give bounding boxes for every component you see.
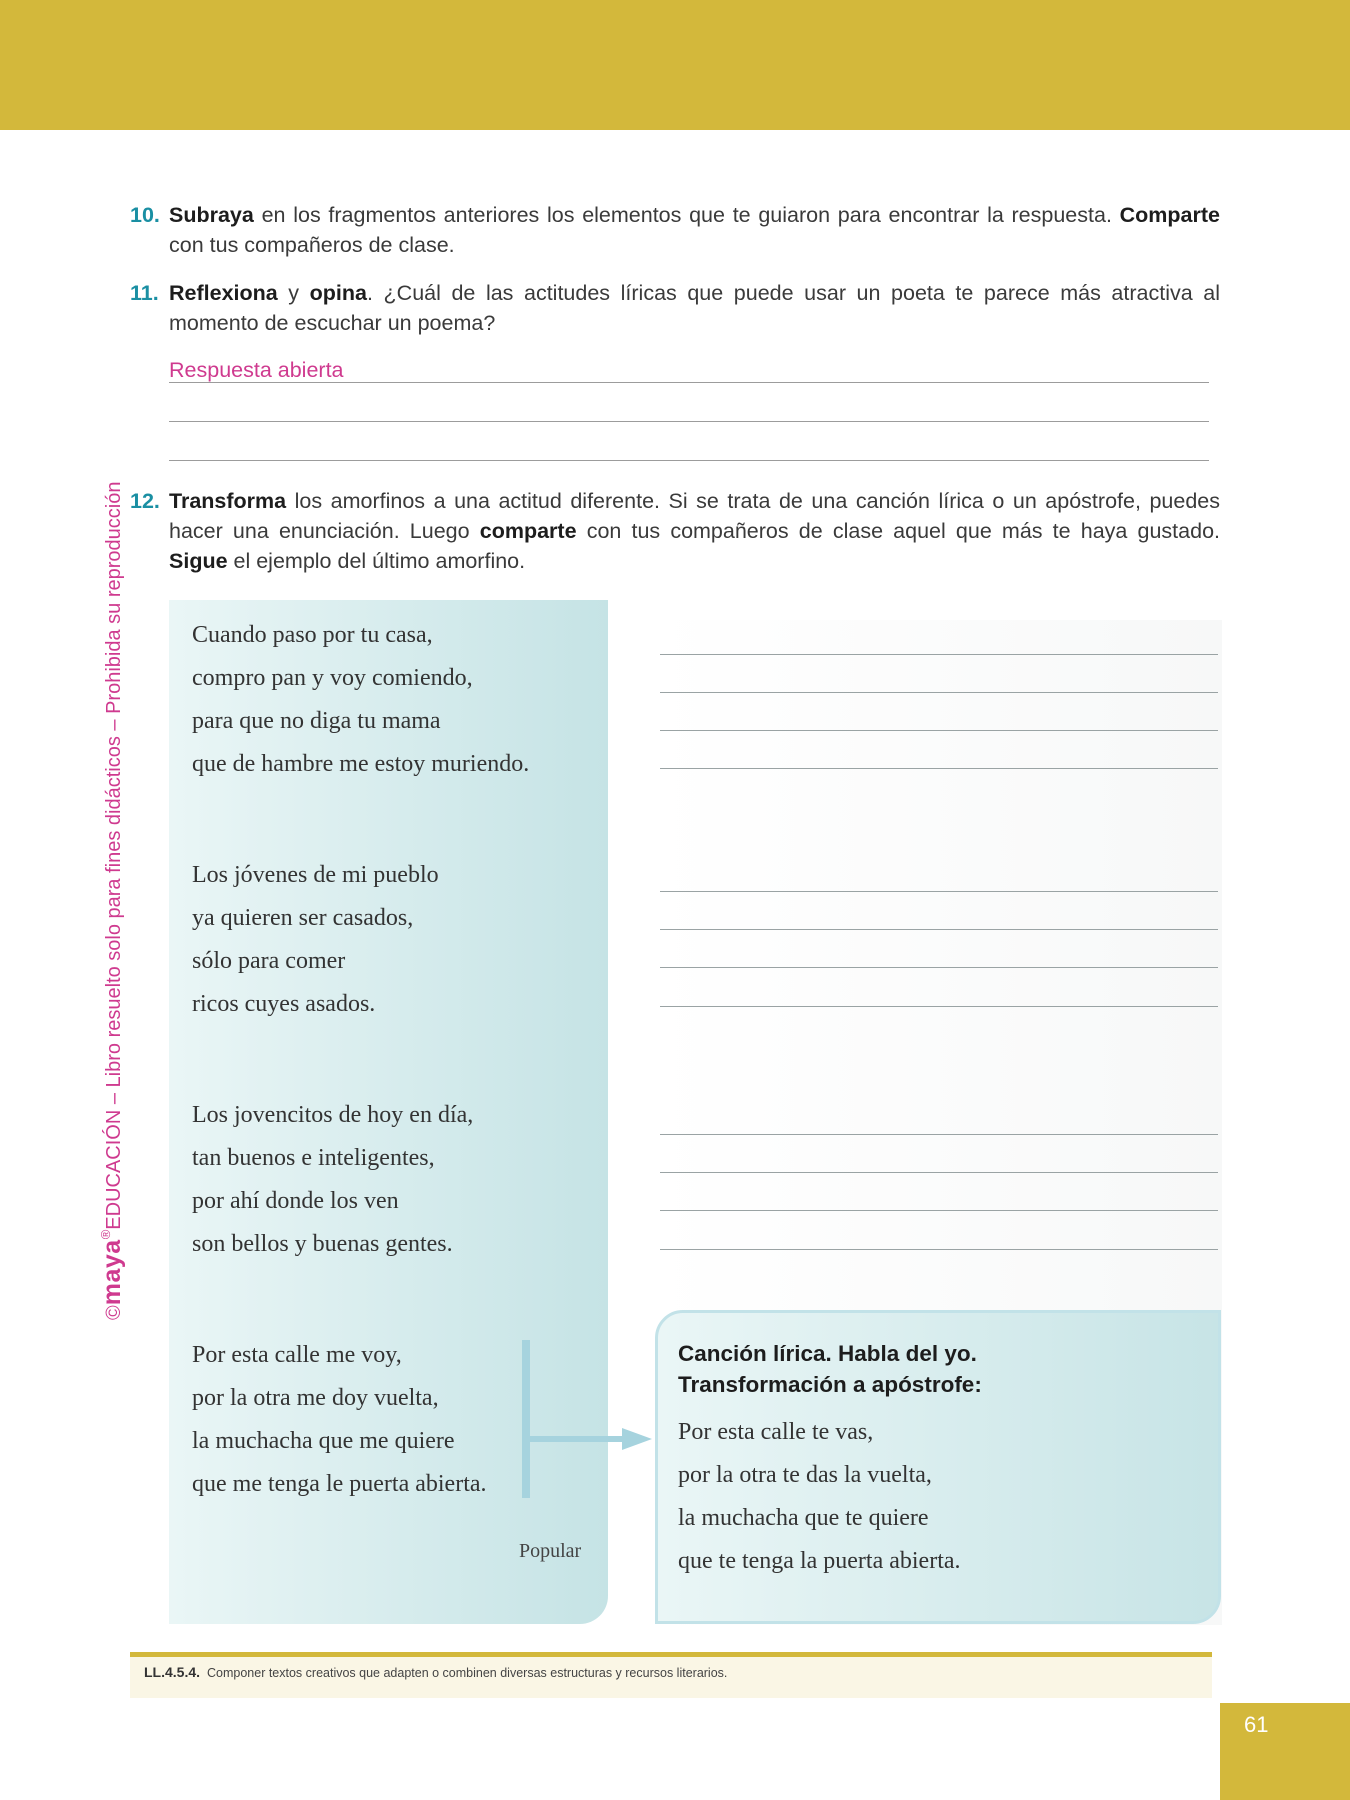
registered-mark: ®: [98, 1229, 113, 1240]
question-body: el ejemplo del último amorfino.: [227, 549, 526, 573]
instruction-verb: Reflexiona: [169, 281, 278, 305]
page-number-box: [1220, 1703, 1350, 1800]
question-body: y: [277, 281, 310, 305]
stanza-2: [192, 854, 439, 1026]
write-line[interactable]: [660, 692, 1218, 693]
stanza-1: [192, 614, 529, 786]
copyright-symbol: ©: [103, 1305, 125, 1320]
verse-line: ricos cuyes asados.: [192, 991, 376, 1017]
page-number: 61: [1244, 1712, 1269, 1737]
verse-line: Los jovencitos de hoy en día,: [192, 1102, 474, 1128]
poem-attribution: Popular: [519, 1540, 582, 1562]
write-line[interactable]: [660, 768, 1218, 769]
side-copyright-credit: [98, 482, 127, 1320]
example-title-line: Transformación a apóstrofe:: [678, 1372, 982, 1397]
write-line[interactable]: [660, 1249, 1218, 1250]
arrow-icon: [528, 1436, 624, 1442]
verse-line: ya quieren ser casados,: [192, 905, 414, 931]
example-title-line: Canción lírica. Habla del yo.: [678, 1341, 977, 1366]
question-text: [169, 278, 1220, 338]
verse-line: Por esta calle te vas,: [678, 1419, 874, 1445]
skill-code: LL.4.5.4.: [144, 1664, 201, 1680]
instruction-verb: Sigue: [169, 549, 228, 573]
question-body: los amorfinos a una actitud diferente. Si se trata de una canción lírica o un apóstrofe, puedes hacer una enunciación. Luego: [169, 489, 1220, 543]
write-line[interactable]: [660, 1172, 1218, 1173]
example-verses: [678, 1411, 961, 1583]
stanza-3: [192, 1094, 473, 1266]
verse-line: son bellos y buenas gentes.: [192, 1231, 453, 1257]
verse-line: por la otra me doy vuelta,: [192, 1385, 439, 1411]
answer-line[interactable]: [169, 460, 1209, 461]
write-line[interactable]: [660, 967, 1218, 968]
write-line[interactable]: [660, 730, 1218, 731]
question-10: [130, 200, 1220, 260]
write-line[interactable]: [660, 1006, 1218, 1007]
question-body: con tus compañeros de clase.: [169, 233, 455, 257]
instruction-verb: Comparte: [1119, 203, 1220, 227]
write-line[interactable]: [660, 1210, 1218, 1211]
stanza-4: [192, 1334, 487, 1506]
write-line[interactable]: [660, 654, 1218, 655]
verse-line: por ahí donde los ven: [192, 1188, 399, 1214]
question-number: 12.: [130, 489, 160, 513]
question-body: en los fragmentos anteriores los elementos que te guiaron para encontrar la respuesta.: [253, 203, 1120, 227]
question-body: . ¿Cuál de las actitudes líricas que puede usar un poeta te parece más atractiva al momento de escuchar un poema?: [169, 281, 1220, 335]
verse-line: por la otra te das la vuelta,: [678, 1462, 932, 1488]
verse-line: la muchacha que te quiere: [678, 1505, 929, 1531]
credit-text: EDUCACIÓN – Libro resuelto solo para fines didácticos – Prohibida su reproducción: [103, 481, 125, 1230]
question-number: 10.: [130, 203, 160, 227]
example-title: [678, 1338, 982, 1400]
verse-line: la muchacha que me quiere: [192, 1428, 455, 1454]
verse-line: que de hambre me estoy muriendo.: [192, 751, 530, 777]
question-11: [130, 278, 1220, 338]
question-12: [130, 486, 1220, 576]
verse-line: Por esta calle me voy,: [192, 1342, 402, 1368]
question-number: 11.: [130, 281, 159, 305]
instruction-verb: comparte: [479, 519, 577, 543]
write-line[interactable]: [660, 891, 1218, 892]
instruction-verb: Transforma: [169, 489, 287, 513]
question-text: [169, 486, 1220, 576]
verse-line: Cuando paso por tu casa,: [192, 622, 433, 648]
verse-line: para que no diga tu mama: [192, 708, 441, 734]
answer-line[interactable]: [169, 421, 1209, 422]
brand-logo: maya: [98, 1239, 126, 1306]
verse-line: compro pan y voy comiendo,: [192, 665, 473, 691]
write-line[interactable]: [660, 929, 1218, 930]
verse-line: Los jóvenes de mi pueblo: [192, 862, 439, 888]
instruction-verb: opina: [309, 281, 367, 305]
verse-line: que te tenga la puerta abierta.: [678, 1548, 961, 1574]
arrow-head-icon: [622, 1428, 652, 1450]
verse-line: tan buenos e inteligentes,: [192, 1145, 435, 1171]
answer-text: Respuesta abierta: [169, 358, 344, 382]
answer-line[interactable]: [169, 382, 1209, 383]
skill-description: Componer textos creativos que adapten o combinen diversas estructuras y recursos literarios.: [207, 1666, 728, 1680]
header-band: [0, 0, 1350, 130]
question-text: [169, 200, 1220, 260]
verse-line: que me tenga le puerta abierta.: [192, 1471, 487, 1497]
question-body: con tus compañeros de clase aquel que más te haya gustado.: [576, 519, 1221, 543]
write-line[interactable]: [660, 1134, 1218, 1135]
verse-line: sólo para comer: [192, 948, 346, 974]
stanza-bracket: [522, 1340, 530, 1498]
instruction-verb: Subraya: [169, 203, 254, 227]
